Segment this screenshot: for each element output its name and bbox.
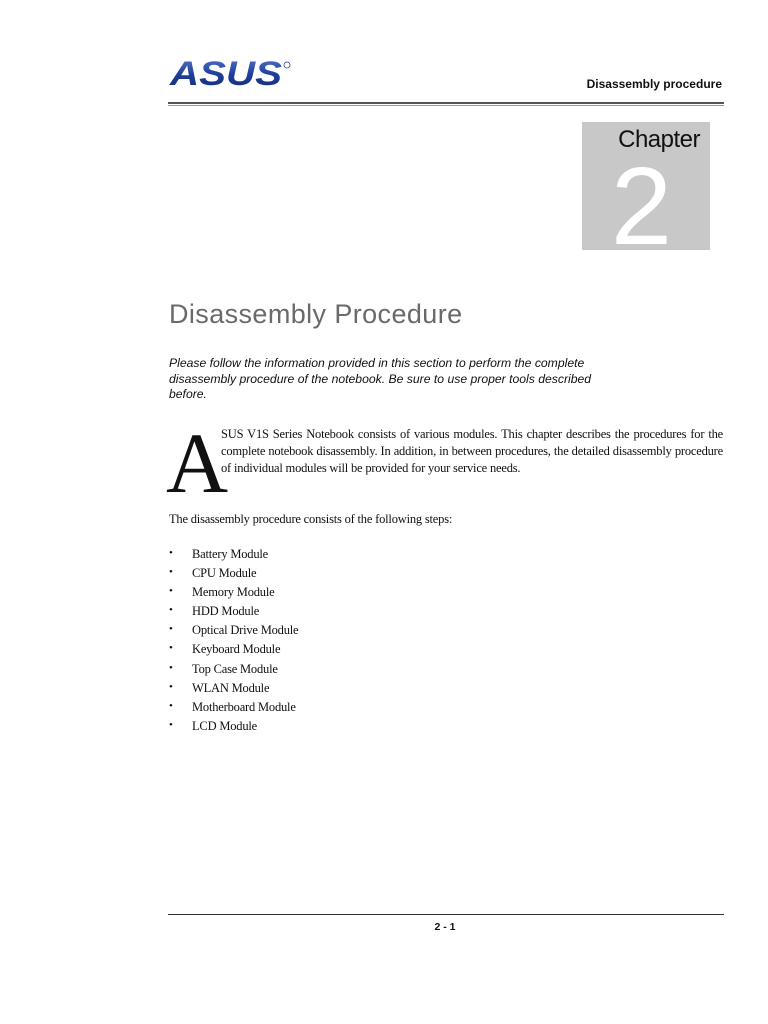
chapter-badge	[582, 122, 710, 250]
intro-paragraph: Please follow the information provided in this section to perform the complete disassembly procedure of the notebook. Be sure to use proper tools described before.	[169, 356, 592, 401]
step-label: Top Case Module	[192, 661, 278, 676]
drop-cap: A	[166, 415, 229, 511]
asus-logo	[168, 56, 292, 92]
bullet-icon: •	[169, 680, 173, 693]
footer-rule	[168, 914, 724, 915]
step-label: Motherboard Module	[192, 699, 296, 714]
bullet-icon: •	[169, 547, 173, 559]
step-label: WLAN Module	[192, 680, 270, 695]
bullet-icon: •	[169, 718, 173, 731]
bullet-icon: •	[169, 661, 173, 674]
bullet-icon: •	[169, 585, 173, 598]
bullet-icon: •	[169, 566, 173, 579]
bullet-icon: •	[169, 642, 173, 655]
step-label: Memory Module	[192, 585, 275, 600]
steps-intro: The disassembly procedure consists of the following steps:	[169, 512, 453, 526]
page-number: 2 - 1	[434, 921, 456, 933]
step-label: LCD Module	[192, 718, 258, 733]
step-label: HDD Module	[192, 604, 260, 619]
step-label: Optical Drive Module	[192, 623, 299, 638]
header-title: Disassembly procedure	[586, 77, 722, 91]
bullet-icon: •	[169, 604, 173, 617]
chapter-number: 2	[610, 145, 672, 250]
page-title: Disassembly Procedure	[169, 299, 463, 329]
header-rule	[168, 102, 724, 106]
bullet-icon: •	[169, 623, 173, 636]
step-label: Keyboard Module	[192, 642, 281, 657]
step-label: CPU Module	[192, 566, 257, 581]
svg-text:ASUS: ASUS	[168, 56, 283, 92]
bullet-icon: •	[169, 699, 173, 712]
chapter-label: Chapter	[618, 126, 700, 153]
lead-paragraph: SUS V1S Series Notebook consists of various modules. This chapter describes the procedures for the complete notebook disassembly. In addition, in between procedures, the detailed disassembly procedure of individual modules will be provided for your service needs.	[221, 427, 723, 475]
step-label: Battery Module	[192, 547, 269, 561]
